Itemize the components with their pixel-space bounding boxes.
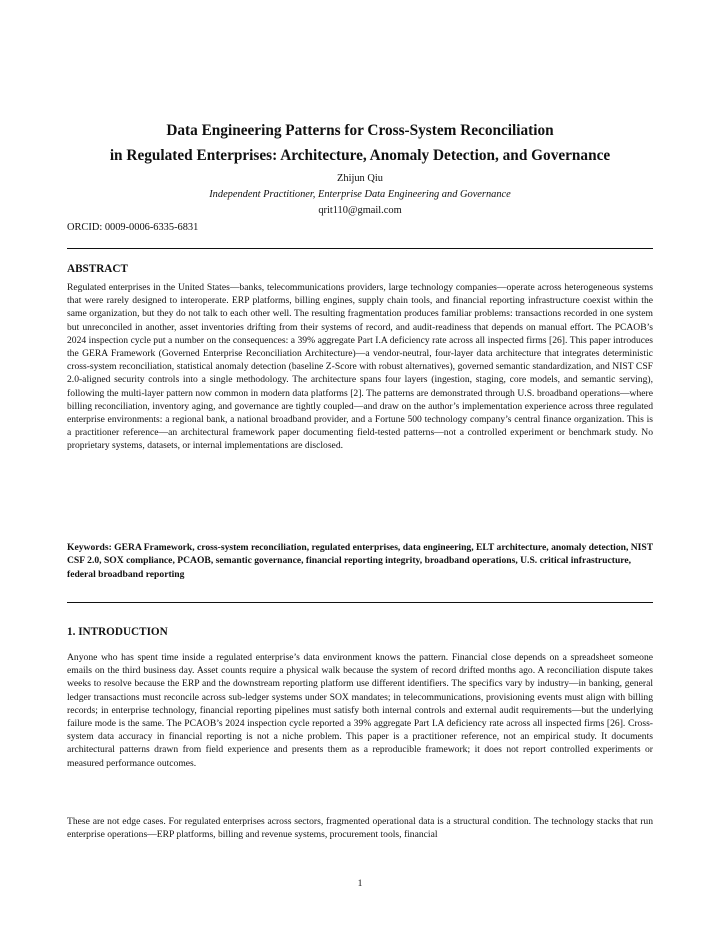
- abstract-heading: ABSTRACT: [67, 263, 128, 275]
- author-orcid: ORCID: 0009-0006-6335-6831: [67, 222, 199, 233]
- introduction-paragraph-1: Anyone who has spent time inside a regulated enterprise’s data environment knows the pattern. Financial close depends on a spreadsheet someone emails on the third business day. Asset counts require a physical walk because the system of record drifted months ago. A reconciliation dispute takes weeks to resolve because the ERP and the downstream reporting platform use different identifiers. The specifics vary by industry—in banking, general ledger transactions must reconcile across sub-ledger systems under SOX mandates; in telecommunications, provisioning events must align with billing records; in enterprise technology, financial reporting pipelines must satisfy both internal controls and external audit requirements—but the underlying failure mode is the same. The PCAOB’s 2024 inspection cycle reported a 39% aggregate Part I.A deficiency rate across all inspected firms [26]. Cross-system data accuracy in financial reporting is not a niche problem. This paper is a practitioner reference, not an empirical study. It documents architectural patterns drawn from field experience and presents them as a reproducible framework; it does not report controlled experiments or measured performance outcomes.: [67, 652, 653, 769]
- abstract-text: Regulated enterprises in the United States—banks, telecommunications providers, large technology companies—operate across heterogeneous systems that were rarely designed to interoperate. ERP platforms, billing engines, supply chain tools, and financial reporting infrastructure coexist within the same organization, but they do not talk to each other well. The resulting fragmentation produces familiar problems: transactions recorded in one system but unreconciled in another, asset inventories drifting from their systems of record, and audit-readiness that depends on manual effort. The PCAOB’s 2024 inspection cycle put a number on the consequences: a 39% aggregate Part I.A deficiency rate across all inspected firms [26]. This paper introduces the GERA Framework (Governed Enterprise Reconciliation Architecture)—a vendor-neutral, four-layer data architecture that integrates deterministic cross-system reconciliation, statistical anomaly detection (baseline Z-Score with robust alternatives), governed semantic standardization, and NIST CSF 2.0-aligned security controls into a single methodology. The architecture spans four layers (ingestion, staging, core models, and semantic serving), following the multi-layer pattern now common in modern data platforms [2]. The patterns are demonstrated through U.S. broadband operations—where billing reconciliation, inventory aging, and governance are tightly coupled—and draw on the author’s implementation experience across three regulated enterprise environments: a regional bank, a national broadband provider, and a Fortune 500 technology company’s central finance organization. This is a practitioner reference—an architectural framework paper documenting field-tested patterns—not a controlled experiment or benchmark study. No proprietary systems, datasets, or internal implementations are disclosed.: [67, 282, 653, 452]
- divider-top: [67, 248, 653, 249]
- page-number: 1: [357, 878, 363, 889]
- introduction-heading: 1. INTRODUCTION: [67, 626, 168, 638]
- author-affiliation: Independent Practitioner, Enterprise Data Engineering and Governance: [209, 189, 511, 200]
- divider-bottom: [67, 602, 653, 603]
- author-email: qrit110@gmail.com: [318, 205, 402, 216]
- paper-title-line-1: Data Engineering Patterns for Cross-System Reconciliation: [166, 122, 554, 139]
- keywords: Keywords: GERA Framework, cross-system reconciliation, regulated enterprises, data engineering, ELT architecture, anomaly detection, NIST CSF 2.0, SOX compliance, PCAOB, semantic governance, financial reporting integrity, broadband operations, U.S. critical infrastructure, federal broadband reporting: [67, 542, 653, 580]
- paper-title-line-2: in Regulated Enterprises: Architecture, Anomaly Detection, and Governance: [109, 147, 611, 164]
- introduction-paragraph-2: These are not edge cases. For regulated enterprises across sectors, fragmented operational data is a structural condition. The technology stacks that run enterprise operations—ERP platforms, billing and revenue systems, procurement tools, financial: [67, 816, 653, 841]
- author-name: Zhijun Qiu: [337, 173, 383, 184]
